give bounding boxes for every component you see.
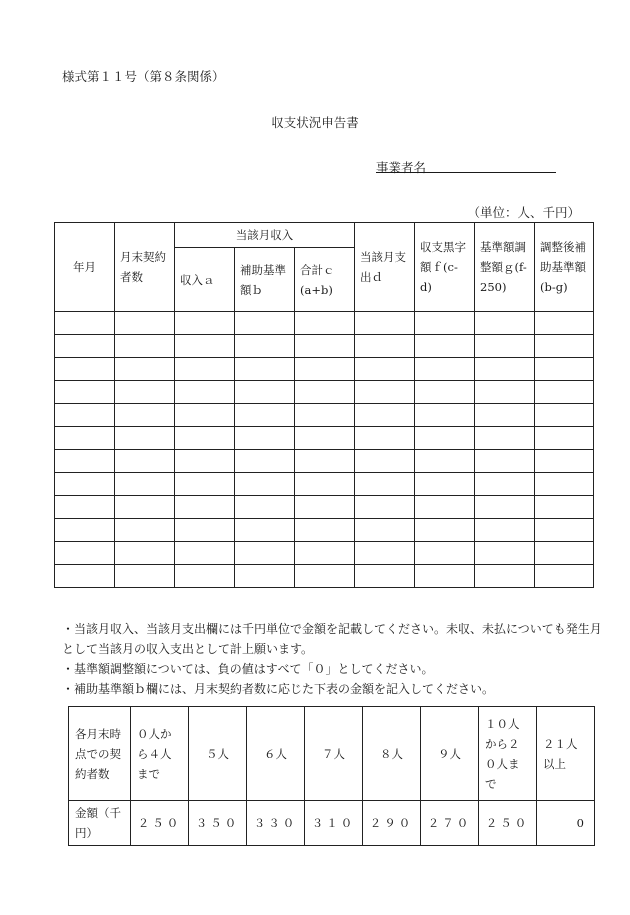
table-cell[interactable] (55, 381, 115, 404)
subsidy-amount: ３３０ (247, 801, 305, 846)
table-cell[interactable] (295, 381, 355, 404)
header-income-a: 収入ａ (175, 248, 235, 312)
table-cell[interactable] (415, 450, 475, 473)
note-item: ・補助基準額ｂ欄には、月末契約者数に応じた下表の金額を記入してください。 (62, 682, 495, 696)
table-cell[interactable] (115, 427, 175, 450)
table-cell[interactable] (55, 519, 115, 542)
operator-name-label: 事業者名 (376, 160, 427, 175)
subsidy-column-label: １０人から２０人まで (479, 707, 537, 801)
table-cell[interactable] (295, 473, 355, 496)
table-cell[interactable] (175, 335, 235, 358)
table-cell[interactable] (295, 496, 355, 519)
table-cell[interactable] (355, 542, 415, 565)
header-month-end-contracts: 月末契約者数 (115, 223, 175, 312)
table-cell[interactable] (175, 542, 235, 565)
table-cell[interactable] (535, 404, 594, 427)
subsidy-column-label: ０人から４人まで (131, 707, 189, 801)
table-cell[interactable] (235, 473, 295, 496)
table-cell[interactable] (475, 519, 535, 542)
table-cell[interactable] (415, 381, 475, 404)
table-cell[interactable] (355, 427, 415, 450)
header-subsidy-b: 補助基準額ｂ (235, 248, 295, 312)
table-cell[interactable] (295, 427, 355, 450)
table-cell[interactable] (115, 473, 175, 496)
table-cell[interactable] (55, 473, 115, 496)
subsidy-column-label: ７人 (305, 707, 363, 801)
table-cell[interactable] (415, 565, 475, 588)
subsidy-amount: 0 (537, 801, 595, 846)
notes (62, 619, 602, 699)
header-month-expense: 当該月支出ｄ (355, 223, 415, 312)
table-cell[interactable] (295, 335, 355, 358)
table-cell[interactable] (235, 335, 295, 358)
table-cell[interactable] (535, 381, 594, 404)
table-cell[interactable] (535, 450, 594, 473)
table-cell[interactable] (235, 404, 295, 427)
header-adjustment: 基準額調整額ｇ(f-250) (475, 223, 535, 312)
table-cell[interactable] (475, 404, 535, 427)
unit-note: （単位：人、千円） (467, 205, 580, 220)
table-cell[interactable] (535, 473, 594, 496)
table-cell[interactable] (475, 542, 535, 565)
subsidy-row-label: 金額（千円） (69, 801, 131, 846)
subsidy-column-label: ５人 (189, 707, 247, 801)
table-cell[interactable] (55, 335, 115, 358)
table-row (55, 496, 594, 519)
table-cell[interactable] (115, 565, 175, 588)
table-cell[interactable] (55, 450, 115, 473)
table-cell[interactable] (115, 519, 175, 542)
table-row (55, 358, 594, 381)
table-cell[interactable] (355, 358, 415, 381)
table-cell[interactable] (355, 473, 415, 496)
subsidy-amount: ２５０ (131, 801, 189, 846)
note-item: ・当該月収入、当該月支出欄には千円単位で金額を記載してください。未収、未払についても発生月として当該月の収入支出として計上願います。 (62, 622, 602, 656)
table-cell[interactable] (535, 496, 594, 519)
table-cell[interactable] (355, 335, 415, 358)
table-cell[interactable] (415, 473, 475, 496)
table-cell[interactable] (115, 542, 175, 565)
table-cell[interactable] (475, 473, 535, 496)
subsidy-column-label: ８人 (363, 707, 421, 801)
table-cell[interactable] (535, 335, 594, 358)
table-cell[interactable] (355, 496, 415, 519)
table-cell[interactable] (415, 358, 475, 381)
table-cell[interactable] (295, 450, 355, 473)
table-cell[interactable] (235, 312, 295, 335)
table-cell[interactable] (295, 312, 355, 335)
table-cell[interactable] (55, 565, 115, 588)
table-cell[interactable] (235, 542, 295, 565)
subsidy-amount: ２７０ (421, 801, 479, 846)
subsidy-amount: ２５０ (479, 801, 537, 846)
table-cell[interactable] (475, 381, 535, 404)
document-title: 収支状況申告書 (271, 115, 359, 130)
table-cell[interactable] (475, 565, 535, 588)
table-cell[interactable] (535, 565, 594, 588)
table-cell[interactable] (295, 542, 355, 565)
operator-name-underline (376, 172, 556, 173)
table-row (55, 473, 594, 496)
table-cell[interactable] (235, 519, 295, 542)
subsidy-header-label: 各月末時点での契約者数 (69, 707, 131, 801)
table-cell[interactable] (535, 519, 594, 542)
table-cell[interactable] (175, 404, 235, 427)
table-cell[interactable] (535, 312, 594, 335)
table-cell[interactable] (415, 519, 475, 542)
table-cell[interactable] (415, 496, 475, 519)
subsidy-amount: ３１０ (305, 801, 363, 846)
table-row (55, 565, 594, 588)
table-cell[interactable] (415, 312, 475, 335)
table-cell[interactable] (355, 312, 415, 335)
table-cell[interactable] (235, 427, 295, 450)
table-cell[interactable] (355, 381, 415, 404)
table-cell[interactable] (115, 450, 175, 473)
subsidy-column-label: ６人 (247, 707, 305, 801)
table-cell[interactable] (475, 312, 535, 335)
income-expense-table (54, 222, 594, 588)
table-row (55, 427, 594, 450)
table-cell[interactable] (55, 427, 115, 450)
subsidy-column-label: ９人 (421, 707, 479, 801)
table-cell[interactable] (475, 335, 535, 358)
table-cell[interactable] (175, 496, 235, 519)
table-cell[interactable] (115, 335, 175, 358)
table-cell[interactable] (55, 542, 115, 565)
table-cell[interactable] (295, 358, 355, 381)
table-row (55, 542, 594, 565)
subsidy-amount: ３５０ (189, 801, 247, 846)
table-cell[interactable] (235, 496, 295, 519)
table-row (55, 519, 594, 542)
table-cell[interactable] (175, 450, 235, 473)
table-cell[interactable] (175, 473, 235, 496)
table-cell[interactable] (475, 427, 535, 450)
header-total-c: 合計ｃ(a+b) (295, 248, 355, 312)
header-adjusted-subsidy: 調整後補助基準額(b-g) (535, 223, 594, 312)
table-cell[interactable] (175, 565, 235, 588)
table-cell[interactable] (175, 427, 235, 450)
subsidy-column-label: ２１人以上 (537, 707, 595, 801)
table-cell[interactable] (295, 404, 355, 427)
table-cell[interactable] (115, 404, 175, 427)
table-cell[interactable] (115, 381, 175, 404)
subsidy-amount: ２９０ (363, 801, 421, 846)
table-cell[interactable] (235, 381, 295, 404)
subsidy-amount-table (68, 706, 595, 846)
table-row (55, 335, 594, 358)
table-cell[interactable] (475, 358, 535, 381)
table-cell[interactable] (475, 496, 535, 519)
table-cell[interactable] (415, 404, 475, 427)
table-cell[interactable] (55, 404, 115, 427)
table-row (55, 312, 594, 335)
table-cell[interactable] (55, 312, 115, 335)
table-cell[interactable] (295, 519, 355, 542)
table-cell[interactable] (55, 358, 115, 381)
table-cell[interactable] (475, 450, 535, 473)
table-cell[interactable] (535, 542, 594, 565)
header-month-income: 当該月収入 (175, 223, 355, 248)
table-row (55, 404, 594, 427)
table-cell[interactable] (175, 381, 235, 404)
table-cell[interactable] (415, 427, 475, 450)
table-cell[interactable] (295, 565, 355, 588)
table-cell[interactable] (355, 404, 415, 427)
table-cell[interactable] (175, 312, 235, 335)
table-cell[interactable] (415, 542, 475, 565)
table-cell[interactable] (355, 565, 415, 588)
table-cell[interactable] (175, 358, 235, 381)
table-cell[interactable] (415, 335, 475, 358)
table-cell[interactable] (115, 312, 175, 335)
table-cell[interactable] (535, 427, 594, 450)
table-cell[interactable] (115, 358, 175, 381)
table-cell[interactable] (235, 450, 295, 473)
table-cell[interactable] (355, 519, 415, 542)
table-cell[interactable] (175, 519, 235, 542)
table-cell[interactable] (235, 358, 295, 381)
header-balance: 収支黒字額ｆ(c-d) (415, 223, 475, 312)
header-year-month: 年月 (55, 223, 115, 312)
table-cell[interactable] (115, 496, 175, 519)
table-row (55, 381, 594, 404)
table-cell[interactable] (235, 565, 295, 588)
table-row (55, 450, 594, 473)
table-cell[interactable] (535, 358, 594, 381)
note-item: ・基準額調整額については、負の値はすべて「０」としてください。 (62, 662, 434, 676)
form-number: 様式第１１号（第８条関係） (62, 69, 225, 84)
table-cell[interactable] (55, 496, 115, 519)
table-cell[interactable] (355, 450, 415, 473)
